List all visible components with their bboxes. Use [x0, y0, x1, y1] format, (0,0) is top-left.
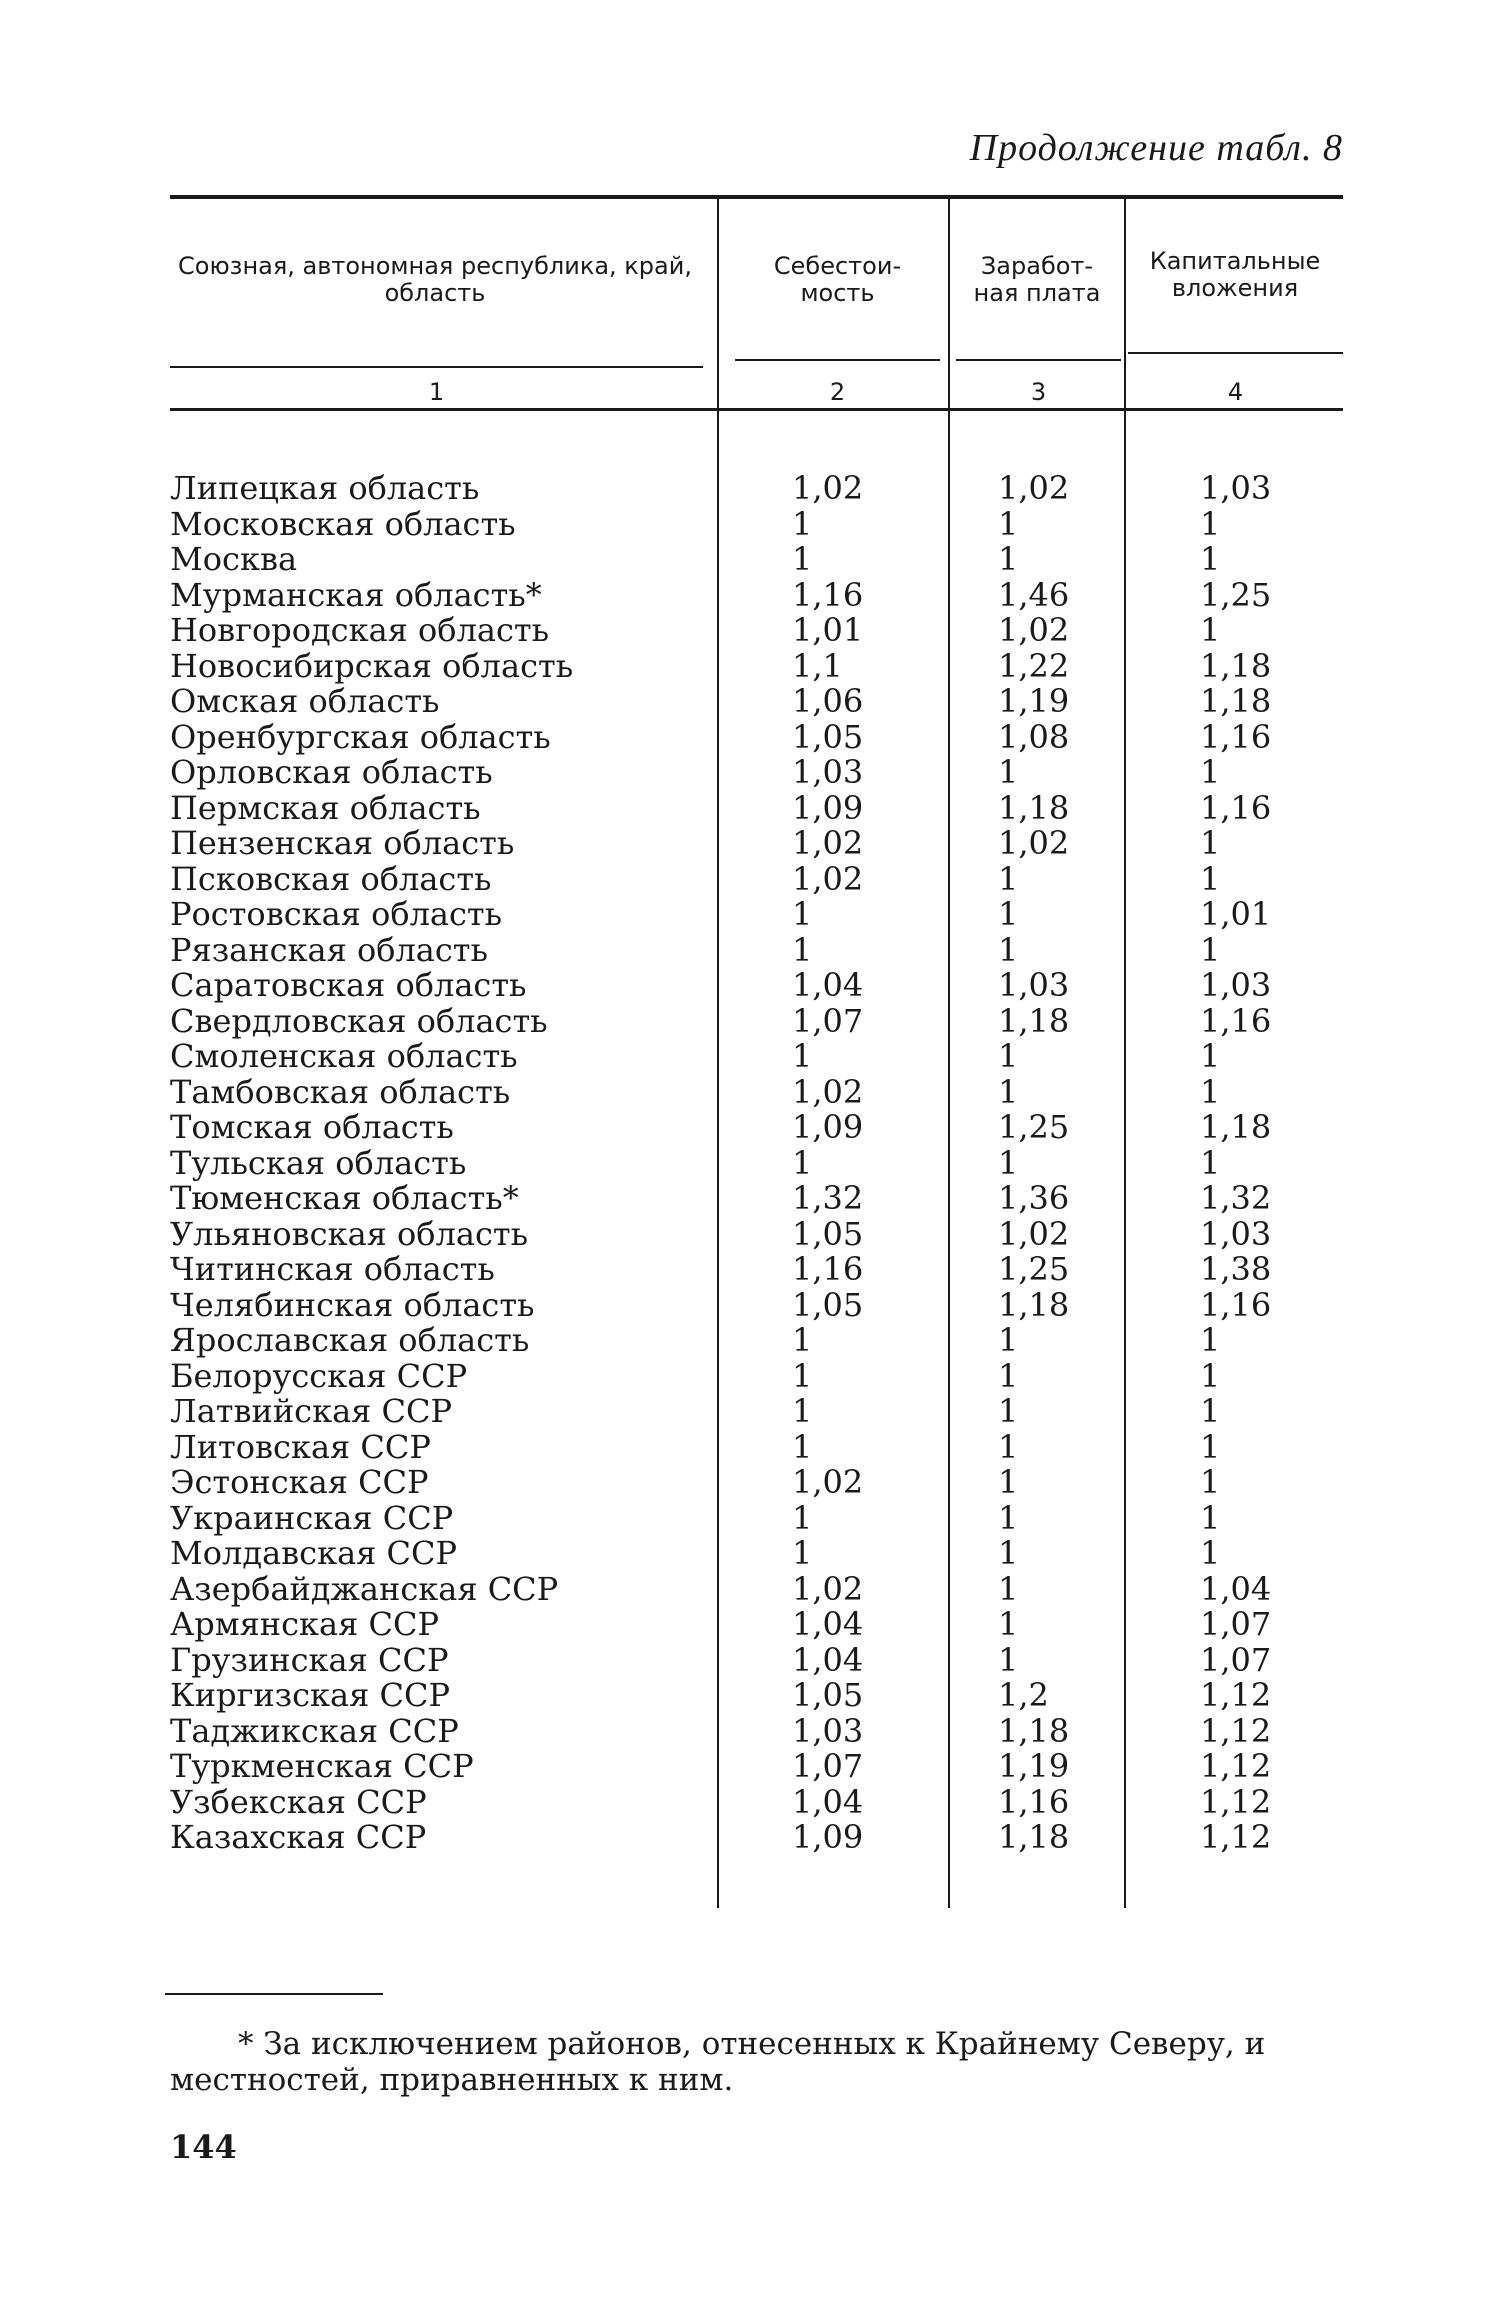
region-name: Омская область: [170, 682, 440, 720]
cost-value: 1,05: [792, 1676, 864, 1714]
table-row: [0, 930, 1501, 969]
investment-value: 1,18: [1200, 682, 1272, 720]
wages-value: 1: [998, 1427, 1019, 1466]
region-name: Саратовская область: [170, 966, 527, 1004]
table-row: [0, 1110, 1501, 1146]
investment-value: 1,16: [1200, 1285, 1272, 1324]
investment-value: 1: [1200, 1037, 1221, 1075]
region-name: Новосибирская область: [170, 646, 574, 685]
investment-value: 1: [1200, 1321, 1221, 1359]
table-row: [0, 897, 1501, 933]
region-name: Томская область: [170, 1108, 454, 1146]
wages-value: 1,02: [998, 469, 1070, 507]
region-name: Москва: [170, 540, 298, 578]
wages-value: 1,18: [998, 1818, 1070, 1856]
wages-value: 1: [998, 1321, 1019, 1359]
investment-value: 1: [1200, 859, 1221, 898]
wages-value: 1,02: [998, 824, 1070, 862]
investment-value: 1: [1200, 1143, 1221, 1182]
cost-value: 1,09: [792, 1818, 864, 1856]
region-name: Пензенская область: [170, 824, 515, 862]
investment-value: 1: [1200, 753, 1221, 791]
table-row: [0, 1072, 1501, 1111]
wages-value: 1,2: [998, 1676, 1049, 1714]
table-row: [0, 1711, 1501, 1750]
cost-value: 1,03: [792, 1711, 864, 1750]
table-row: [0, 504, 1501, 543]
table-row: [0, 684, 1501, 720]
region-name: Латвийская ССР: [170, 1392, 453, 1430]
cost-value: 1,04: [792, 1640, 864, 1679]
region-name: Свердловская область: [170, 1001, 548, 1040]
cost-value: 1: [792, 1392, 813, 1430]
region-name: Азербайджанская ССР: [170, 1569, 559, 1608]
column-header-region: Союзная, автономная республика, край, область: [178, 252, 692, 307]
region-name: Туркменская ССР: [170, 1747, 474, 1785]
wages-value: 1,36: [998, 1179, 1070, 1217]
wages-value: 1: [998, 859, 1019, 898]
region-name: Смоленская область: [170, 1037, 518, 1075]
investment-value: 1: [1200, 1356, 1221, 1395]
wages-value: 1,02: [998, 611, 1070, 649]
column-header-cost: Себестои- мость: [773, 252, 902, 307]
cost-value: 1,05: [792, 1285, 864, 1324]
investment-value: 1,16: [1200, 1001, 1272, 1040]
region-name: Ростовская область: [170, 895, 503, 933]
cost-value: 1,16: [792, 575, 864, 614]
region-name: Узбекская ССР: [170, 1782, 427, 1821]
investment-value: 1,25: [1200, 575, 1272, 614]
cost-value: 1: [792, 504, 813, 543]
wages-value: 1,02: [998, 1214, 1070, 1253]
table-row: [0, 755, 1501, 791]
investment-value: 1,03: [1200, 1214, 1272, 1253]
region-name: Молдавская ССР: [170, 1534, 458, 1572]
region-name: Липецкая область: [170, 469, 480, 507]
column-header-wages: Заработ- ная плата: [973, 252, 1101, 307]
wages-value: 1,25: [998, 1250, 1070, 1288]
investment-value: 1,03: [1200, 469, 1272, 507]
table-row: [0, 1820, 1501, 1856]
table-top-rule: [170, 195, 1343, 199]
investment-value: 1: [1200, 1534, 1221, 1572]
cost-value: 1,1: [792, 646, 843, 685]
page-heading: Продолжение табл. 8: [969, 127, 1343, 169]
region-name: Московская область: [170, 504, 516, 543]
cost-value: 1,02: [792, 824, 864, 862]
investment-value: 1: [1200, 504, 1221, 543]
investment-value: 1: [1200, 1072, 1221, 1111]
cost-value: 1,03: [792, 753, 864, 791]
region-name: Казахская ССР: [170, 1818, 427, 1856]
investment-value: 1: [1200, 824, 1221, 862]
wages-value: 1: [998, 895, 1019, 933]
wages-value: 1: [998, 1534, 1019, 1572]
cost-value: 1: [792, 1534, 813, 1572]
investment-value: 1: [1200, 1427, 1221, 1466]
cost-value: 1: [792, 1321, 813, 1359]
investment-value: 1: [1200, 1463, 1221, 1501]
investment-value: 1,12: [1200, 1747, 1272, 1785]
column-number-2: 2: [829, 378, 846, 406]
region-name: Новгородская область: [170, 611, 550, 649]
cost-value: 1,07: [792, 1747, 864, 1785]
region-name: Ульяновская область: [170, 1214, 529, 1253]
table-row: [0, 1569, 1501, 1608]
region-name: Ярославская область: [170, 1321, 530, 1359]
cost-value: 1: [792, 1356, 813, 1395]
wages-value: 1,18: [998, 788, 1070, 827]
cost-value: 1: [792, 1143, 813, 1182]
table-row: [0, 1536, 1501, 1572]
investment-value: 1,16: [1200, 788, 1272, 827]
table-row: [0, 1214, 1501, 1253]
wages-value: 1: [998, 1072, 1019, 1111]
table-row: [0, 471, 1501, 507]
table-row: [0, 1285, 1501, 1324]
column-number-3: 3: [1030, 378, 1047, 406]
region-name: Читинская область: [170, 1250, 495, 1288]
table-row: [0, 575, 1501, 614]
cost-value: 1,09: [792, 1108, 864, 1146]
header-rule-col3: [956, 359, 1121, 361]
investment-value: 1,03: [1200, 966, 1272, 1004]
cost-value: 1,02: [792, 1072, 864, 1111]
table-row: [0, 1394, 1501, 1430]
wages-value: 1,22: [998, 646, 1070, 685]
table-row: [0, 788, 1501, 827]
cost-value: 1,06: [792, 682, 864, 720]
wages-value: 1: [998, 1640, 1019, 1679]
cost-value: 1,04: [792, 1782, 864, 1821]
table-row: [0, 1001, 1501, 1040]
region-name: Тюменская область*: [170, 1179, 519, 1217]
investment-value: 1,38: [1200, 1250, 1272, 1288]
table-row: [0, 646, 1501, 685]
cost-value: 1,16: [792, 1250, 864, 1288]
cost-value: 1,04: [792, 1605, 864, 1643]
investment-value: 1,32: [1200, 1179, 1272, 1217]
wages-value: 1,19: [998, 682, 1070, 720]
table-row: [0, 1427, 1501, 1466]
cost-value: 1: [792, 895, 813, 933]
cost-value: 1,07: [792, 1001, 864, 1040]
table-row: [0, 1607, 1501, 1643]
wages-value: 1,08: [998, 717, 1070, 756]
region-name: Литовская ССР: [170, 1427, 431, 1466]
cost-value: 1,02: [792, 1463, 864, 1501]
region-name: Белорусская ССР: [170, 1356, 468, 1395]
wages-value: 1: [998, 1569, 1019, 1608]
region-name: Тульская область: [170, 1143, 467, 1182]
cost-value: 1,32: [792, 1179, 864, 1217]
wages-value: 1: [998, 540, 1019, 578]
wages-value: 1,46: [998, 575, 1070, 614]
investment-value: 1,07: [1200, 1640, 1272, 1679]
cost-value: 1,02: [792, 1569, 864, 1608]
column-header-investment: Капитальные вложения: [1149, 247, 1321, 302]
table-row: [0, 542, 1501, 578]
region-name: Пермская область: [170, 788, 481, 827]
table-row: [0, 1678, 1501, 1714]
cost-value: 1,02: [792, 469, 864, 507]
investment-value: 1,07: [1200, 1605, 1272, 1643]
wages-value: 1: [998, 1392, 1019, 1430]
wages-value: 1,25: [998, 1108, 1070, 1146]
investment-value: 1,12: [1200, 1711, 1272, 1750]
table-row: [0, 1252, 1501, 1288]
footnote-rule: [165, 1993, 383, 1995]
investment-value: 1: [1200, 1392, 1221, 1430]
region-name: Мурманская область*: [170, 575, 542, 614]
column-number-4: 4: [1227, 378, 1244, 406]
investment-value: 1,04: [1200, 1569, 1272, 1608]
region-name: Украинская ССР: [170, 1498, 454, 1537]
investment-value: 1,18: [1200, 1108, 1272, 1146]
investment-value: 1,12: [1200, 1782, 1272, 1821]
wages-value: 1: [998, 504, 1019, 543]
table-row: [0, 613, 1501, 649]
table-row: [0, 1039, 1501, 1075]
wages-value: 1,18: [998, 1285, 1070, 1324]
investment-value: 1,16: [1200, 717, 1272, 756]
investment-value: 1: [1200, 1498, 1221, 1537]
table-row: [0, 968, 1501, 1004]
investment-value: 1,12: [1200, 1676, 1272, 1714]
wages-value: 1,03: [998, 966, 1070, 1004]
region-name: Рязанская область: [170, 930, 488, 969]
wages-value: 1,18: [998, 1001, 1070, 1040]
table-row: [0, 859, 1501, 898]
wages-value: 1: [998, 753, 1019, 791]
table-row: [0, 1749, 1501, 1785]
column-number-1: 1: [428, 378, 445, 406]
wages-value: 1: [998, 1037, 1019, 1075]
region-name: Орловская область: [170, 753, 493, 791]
header-rule-col2: [735, 359, 940, 361]
wages-value: 1: [998, 1605, 1019, 1643]
cost-value: 1: [792, 1427, 813, 1466]
table-row: [0, 1640, 1501, 1679]
header-rule-col4: [1128, 352, 1343, 354]
cost-value: 1,09: [792, 788, 864, 827]
investment-value: 1: [1200, 930, 1221, 969]
cost-value: 1,05: [792, 717, 864, 756]
region-name: Таджикская ССР: [170, 1711, 459, 1750]
cost-value: 1,05: [792, 1214, 864, 1253]
region-name: Оренбургская область: [170, 717, 551, 756]
wages-value: 1: [998, 1498, 1019, 1537]
region-name: Псковская область: [170, 859, 492, 898]
cost-value: 1: [792, 1498, 813, 1537]
region-name: Грузинская ССР: [170, 1640, 449, 1679]
wages-value: 1: [998, 930, 1019, 969]
table-row: [0, 1323, 1501, 1359]
cost-value: 1,02: [792, 859, 864, 898]
wages-value: 1,19: [998, 1747, 1070, 1785]
investment-value: 1,01: [1200, 895, 1272, 933]
cost-value: 1: [792, 540, 813, 578]
wages-value: 1: [998, 1143, 1019, 1182]
investment-value: 1,12: [1200, 1818, 1272, 1856]
table-row: [0, 826, 1501, 862]
page-number: 144: [170, 2128, 237, 2166]
table-row: [0, 1181, 1501, 1217]
region-name: Эстонская ССР: [170, 1463, 429, 1501]
table-row: [0, 1498, 1501, 1537]
cost-value: 1,04: [792, 966, 864, 1004]
region-name: Тамбовская область: [170, 1072, 511, 1111]
table-row: [0, 1465, 1501, 1501]
table-row: [0, 1143, 1501, 1182]
footnote: * За исключением районов, отнесенных к Крайнему Северу, и местностей, приравненных к ним.: [170, 2026, 1266, 2098]
region-name: Армянская ССР: [170, 1605, 439, 1643]
number-row-rule: [170, 408, 1343, 411]
table-row: [0, 717, 1501, 756]
region-name: Челябинская область: [170, 1285, 535, 1324]
investment-value: 1: [1200, 611, 1221, 649]
investment-value: 1,18: [1200, 646, 1272, 685]
region-name: Киргизская ССР: [170, 1676, 450, 1714]
wages-value: 1,18: [998, 1711, 1070, 1750]
table-body: [0, 471, 1501, 1856]
wages-value: 1: [998, 1463, 1019, 1501]
cost-value: 1: [792, 1037, 813, 1075]
wages-value: 1: [998, 1356, 1019, 1395]
table-row: [0, 1356, 1501, 1395]
cost-value: 1,01: [792, 611, 864, 649]
investment-value: 1: [1200, 540, 1221, 578]
cost-value: 1: [792, 930, 813, 969]
header-rule-col1: [170, 366, 703, 368]
wages-value: 1,16: [998, 1782, 1070, 1821]
table-row: [0, 1782, 1501, 1821]
